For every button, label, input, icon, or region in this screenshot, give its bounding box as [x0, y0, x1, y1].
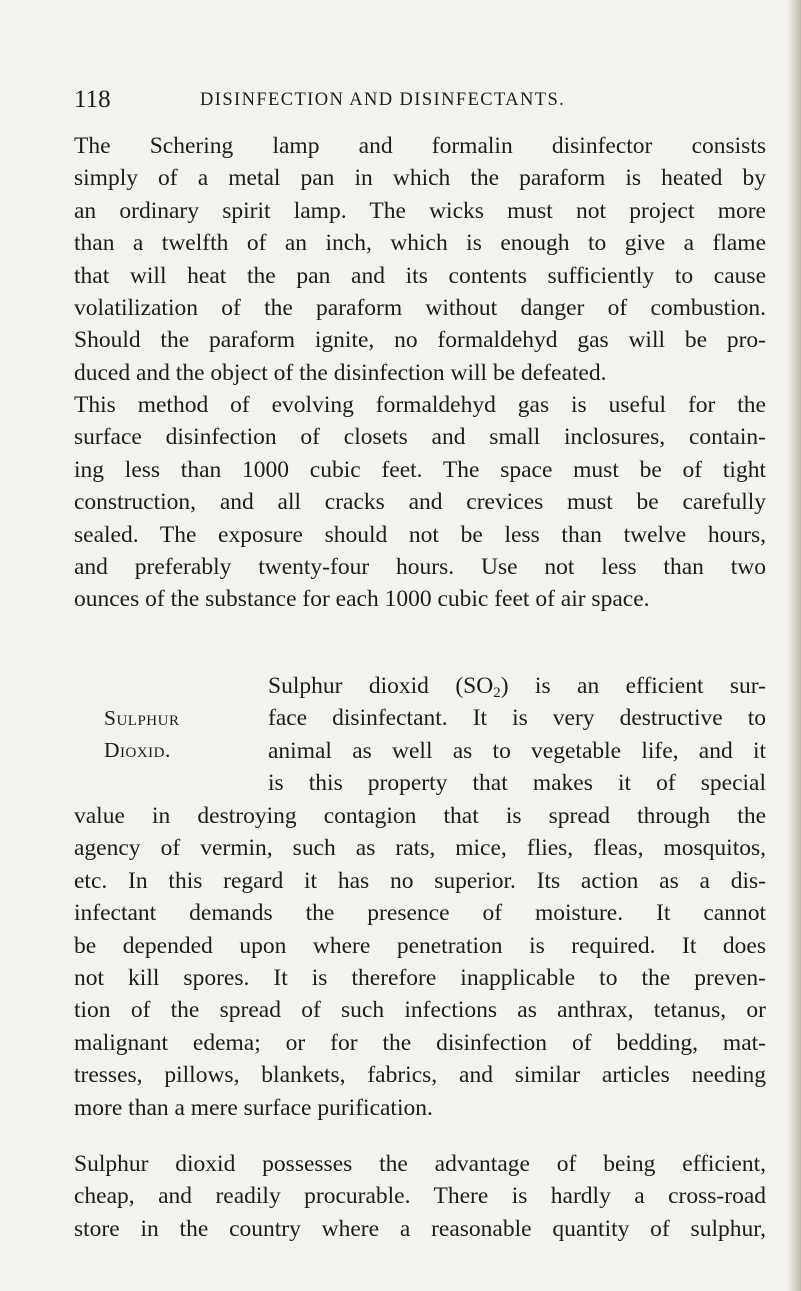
paragraph-sulphur-body: [74, 800, 766, 1124]
text-line: duced and the object of the disinfection will be defeated.: [74, 359, 607, 386]
text-line: cheap, and readily procurable. There is hardly a cross-road: [74, 1183, 766, 1210]
text-line: tion of the spread of such infections as anthrax, tetanus, or: [74, 997, 766, 1024]
text-line: ing less than 1000 cubic feet. The space must be of tight: [74, 456, 766, 483]
text-fragment: ) is an efficient sur-: [500, 673, 766, 699]
text-line: animal as well as to vegetable life, and it: [268, 737, 766, 764]
text-line: not kill spores. It is therefore inapplicable to the preven-: [74, 965, 766, 992]
margin-note-line: Dioxid.: [104, 738, 171, 763]
text-line: Sulphur dioxid possesses the advantage of being efficient,: [74, 1151, 766, 1177]
margin-note-line: Sulphur: [104, 706, 180, 730]
text-line: sealed. The exposure should not be less than twelve hours,: [74, 521, 766, 548]
text-line: tresses, pillows, blankets, fabrics, and similar articles needing: [74, 1062, 766, 1089]
paragraph-sulphur-intro: [268, 670, 766, 800]
page-header: [74, 86, 734, 116]
text-line: etc. In this regard it has no superior. Its action as a dis-: [74, 867, 766, 894]
text-line: malignant edema; or for the disinfection of bedding, mat-: [74, 1029, 766, 1056]
text-line: surface disinfection of closets and small inclosures, contain-: [74, 424, 766, 451]
text-line: ounces of the substance for each 1000 cubic feet of air space.: [74, 586, 650, 613]
text-line: agency of vermin, such as rats, mice, flies, fleas, mosquitos,: [74, 835, 766, 862]
text-fragment: Sulphur dioxid (SO: [268, 673, 494, 699]
text-line: face disinfectant. It is very destructive to: [268, 705, 766, 732]
text-line: [268, 670, 766, 702]
text-line: The Schering lamp and formalin disinfector consists: [74, 133, 766, 159]
text-line: and preferably twenty-four hours. Use not less than two: [74, 554, 766, 581]
text-line: value in destroying contagion that is spread through the: [74, 803, 766, 829]
text-line: that will heat the pan and its contents sufficiently to cause: [74, 262, 766, 289]
margin-note: [104, 702, 234, 767]
text-line: simply of a metal pan in which the paraform is heated by: [74, 165, 766, 192]
text-line: This method of evolving formaldehyd gas is useful for the: [74, 392, 766, 418]
subscript: 2: [493, 685, 501, 701]
paragraph-formaldehyd-method: [74, 389, 766, 616]
text-line: more than a mere surface purification.: [74, 1094, 433, 1121]
text-line: store in the country where a reasonable quantity of sulphur,: [74, 1215, 766, 1242]
text-line: infectant demands the presence of moisture. It cannot: [74, 900, 766, 927]
paragraph-schering-lamp: [74, 130, 766, 389]
page-edge: [787, 0, 801, 1291]
text-line: construction, and all cracks and crevices must be carefully: [74, 489, 766, 516]
text-line: is this property that makes it of special: [268, 770, 766, 797]
text-line: than a twelfth of an inch, which is enough to give a flame: [74, 230, 766, 257]
text-line: an ordinary spirit lamp. The wicks must not project more: [74, 197, 766, 224]
text-line: be depended upon where penetration is required. It does: [74, 932, 766, 959]
page-number: 118: [74, 86, 111, 113]
text-line: volatilization of the paraform without danger of combustion.: [74, 295, 766, 322]
running-head: DISINFECTION AND DISINFECTANTS.: [200, 90, 566, 110]
paragraph-sulphur-advantages: [74, 1148, 766, 1245]
section-sulphur-dioxid: [74, 670, 768, 1215]
text-line: Should the paraform ignite, no formaldehyd gas will be pro-: [74, 327, 766, 354]
